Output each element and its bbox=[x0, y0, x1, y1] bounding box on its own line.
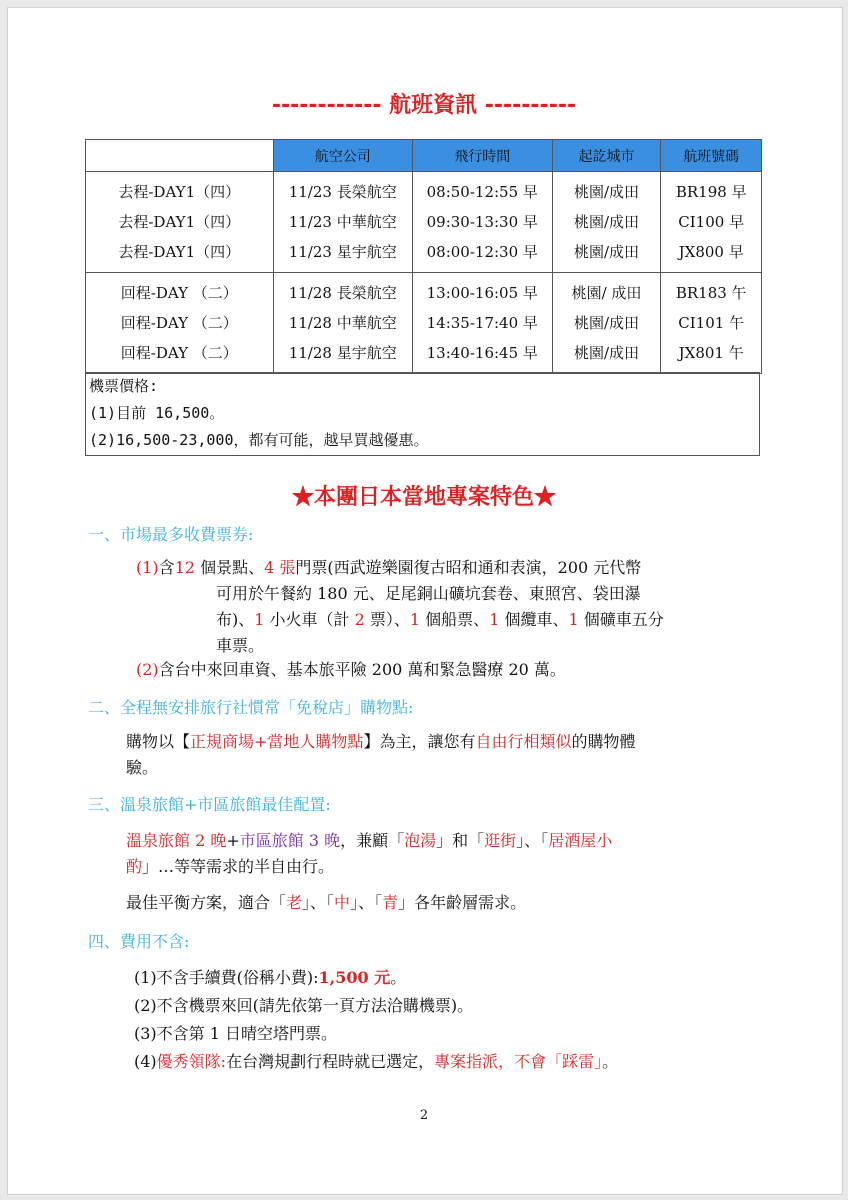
city-cell: 桃園/成田 bbox=[573, 344, 640, 362]
time-cell: 13:40-16:45 早 bbox=[426, 344, 538, 362]
city-cell: 桃園/成田 bbox=[573, 243, 640, 261]
time-cell: 08:00-12:30 早 bbox=[426, 243, 538, 261]
section-4-list bbox=[134, 964, 774, 1076]
flight-table bbox=[85, 139, 762, 374]
ticket-price-box bbox=[85, 372, 760, 456]
section-heading-4: 四、費用不含: bbox=[88, 932, 190, 951]
row-label: 回程-DAY （二） bbox=[120, 344, 238, 362]
row-label: 去程-DAY1（四） bbox=[118, 243, 241, 261]
flight-cell: BR198 早 bbox=[675, 183, 747, 201]
airline-cell: 11/28 星宇航空 bbox=[288, 344, 397, 362]
section-3-body-1: 溫泉旅館 2 晚+市區旅館 3 晚，兼顧「泡湯」和「逛街」、「居酒屋小 酌」…等等需求的半自由行。 bbox=[126, 831, 613, 876]
return-times bbox=[412, 273, 552, 374]
return-cities bbox=[552, 273, 661, 374]
item-number: (1) bbox=[136, 558, 159, 577]
return-labels bbox=[86, 273, 274, 374]
features-title: ★本團日本當地專案特色★ bbox=[291, 484, 556, 510]
flight-cell: JX800 早 bbox=[678, 243, 744, 261]
section-heading-1: 一、市場最多收費票券: bbox=[88, 525, 254, 544]
list-item: (4)優秀領隊:在台灣規劃行程時就已選定，專案指派，不會「踩雷」。 bbox=[134, 1052, 619, 1071]
section-heading-3: 三、溫泉旅館+市區旅館最佳配置: bbox=[88, 795, 331, 814]
flight-cell: CI100 早 bbox=[678, 213, 745, 231]
table-row-outbound bbox=[86, 172, 762, 273]
row-label: 回程-DAY （二） bbox=[120, 314, 238, 332]
airline-cell: 11/23 長榮航空 bbox=[288, 183, 397, 201]
price-line: (2)16,500-23,000，都有可能，越早買越優惠。 bbox=[89, 431, 429, 449]
return-airlines bbox=[273, 273, 412, 374]
section-2-body: 購物以【正規商場+當地人購物點】為主，讓您有自由行相類似的購物體 驗。 bbox=[126, 732, 636, 777]
section-1-item-2: (2)含台中來回車資、基本旅平險 200 萬和緊急醫療 20 萬。 bbox=[136, 660, 566, 679]
list-item: (2)不含機票來回(請先依第一頁方法洽購機票)。 bbox=[134, 996, 474, 1015]
header-blank bbox=[86, 140, 274, 172]
section-1-item-1: (1)含12 個景點、4 張門票(西武遊樂園復古昭和通和表演，200 元代幣 可用於午餐約 180 元、足尾銅山礦坑套卷、東照宮、袋田瀑 布)、1 小火車（計 2 票）、1 個船票、1 個纜車、1 個礦車五分 車票。 bbox=[136, 558, 664, 655]
airline-cell: 11/28 長榮航空 bbox=[288, 284, 397, 302]
header-city: 起訖城市 bbox=[552, 140, 661, 172]
flight-cell: BR183 午 bbox=[675, 284, 747, 302]
price-label: 機票價格: bbox=[89, 377, 159, 395]
time-cell: 13:00-16:05 早 bbox=[426, 284, 538, 302]
section-heading-2: 二、全程無安排旅行社慣常「免稅店」購物點: bbox=[88, 698, 414, 717]
outbound-times bbox=[412, 172, 552, 273]
time-cell: 08:50-12:55 早 bbox=[426, 183, 538, 201]
time-cell: 09:30-13:30 早 bbox=[426, 213, 538, 231]
airline-cell: 11/28 中華航空 bbox=[288, 314, 397, 332]
outbound-cities bbox=[552, 172, 661, 273]
row-label: 去程-DAY1（四） bbox=[118, 183, 241, 201]
header-time: 飛行時間 bbox=[412, 140, 552, 172]
table-header-row bbox=[86, 140, 762, 172]
list-item: (1)不含手續費(俗稱小費):1,500 元。 bbox=[134, 968, 407, 987]
header-flight: 航班號碼 bbox=[661, 140, 762, 172]
list-item: (3)不含第 1 日晴空塔門票。 bbox=[134, 1024, 338, 1043]
city-cell: 桃園/ 成田 bbox=[571, 284, 642, 302]
price-line: (1)目前 16,500。 bbox=[89, 404, 225, 422]
city-cell: 桃園/成田 bbox=[573, 213, 640, 231]
city-cell: 桃園/成田 bbox=[573, 183, 640, 201]
header-airline: 航空公司 bbox=[273, 140, 412, 172]
flight-info-title: ------------ 航班資訊 ---------- bbox=[271, 93, 577, 118]
page-number: 2 bbox=[419, 1108, 429, 1123]
airline-cell: 11/23 星宇航空 bbox=[288, 243, 397, 261]
outbound-airlines bbox=[273, 172, 412, 273]
table-row-return bbox=[86, 273, 762, 374]
city-cell: 桃園/成田 bbox=[573, 314, 640, 332]
outbound-labels bbox=[86, 172, 274, 273]
flight-cell: CI101 午 bbox=[678, 314, 745, 332]
time-cell: 14:35-17:40 早 bbox=[426, 314, 538, 332]
section-3-body-2: 最佳平衡方案，適合「老」、「中」、「青」各年齡層需求。 bbox=[126, 893, 527, 912]
return-flights bbox=[661, 273, 762, 374]
row-label: 去程-DAY1（四） bbox=[118, 213, 241, 231]
flight-cell: JX801 午 bbox=[678, 344, 744, 362]
airline-cell: 11/23 中華航空 bbox=[288, 213, 397, 231]
row-label: 回程-DAY （二） bbox=[120, 284, 238, 302]
outbound-flights bbox=[661, 172, 762, 273]
